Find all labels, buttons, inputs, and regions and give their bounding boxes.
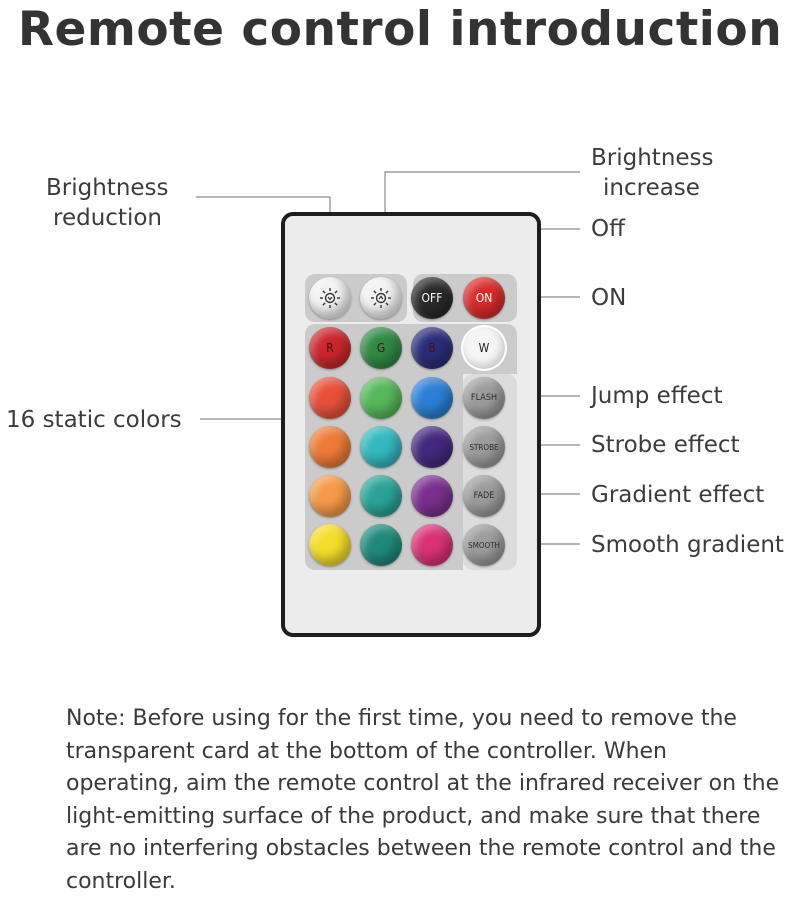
strobe-button[interactable] — [463, 426, 505, 468]
color-button-r3c3[interactable] — [411, 475, 453, 517]
label-smooth-gradient: Smooth gradient — [591, 532, 784, 558]
label-static-colors: 16 static colors — [6, 407, 182, 433]
sun-up-icon — [369, 286, 393, 310]
on-button[interactable] — [463, 277, 505, 319]
color-button-r-label: R — [326, 341, 334, 355]
brightness-down-button[interactable] — [309, 277, 351, 319]
color-button-r3c2[interactable] — [360, 475, 402, 517]
color-button-b[interactable] — [411, 327, 453, 369]
color-button-r3c1[interactable] — [309, 475, 351, 517]
color-button-r[interactable] — [309, 327, 351, 369]
label-brightness-increase-line1: Brightness — [591, 145, 714, 171]
color-button-g-label: G — [376, 341, 386, 355]
flash-button-label: FLASH — [470, 393, 498, 403]
label-brightness-reduction-line1: Brightness — [46, 175, 169, 201]
smooth-button-label: SMOOTH — [468, 540, 500, 550]
color-button-b-label: B — [428, 341, 436, 355]
remote-control — [281, 212, 541, 637]
label-on: ON — [591, 285, 627, 311]
color-button-r2c2[interactable] — [360, 426, 402, 468]
brightness-up-button[interactable] — [360, 277, 402, 319]
color-button-r4c1[interactable] — [309, 524, 351, 566]
flash-button[interactable] — [463, 377, 505, 419]
color-button-r4c3[interactable] — [411, 524, 453, 566]
label-strobe-effect: Strobe effect — [591, 432, 740, 458]
page-title: Remote control introduction — [17, 2, 783, 57]
sun-down-icon — [318, 286, 342, 310]
label-gradient-effect: Gradient effect — [591, 482, 765, 508]
fade-button-label: FADE — [473, 491, 495, 501]
strobe-button-label: STROBE — [469, 442, 499, 452]
note-text: Note: Before using for the first time, you need to remove the transparent card at the bottom of the controller. When operating, aim the remote control at the infrared receiver on the light-emitting surface of the product, and make sure that there are no interfering obstacles between the remote control and the controller. — [66, 706, 780, 894]
color-button-w-label: W — [478, 341, 490, 355]
color-button-r2c3[interactable] — [411, 426, 453, 468]
color-button-r1c1[interactable] — [309, 377, 351, 419]
on-button-label: ON — [475, 291, 493, 305]
color-button-r1c2[interactable] — [360, 377, 402, 419]
color-button-r4c2[interactable] — [360, 524, 402, 566]
color-button-r2c1[interactable] — [309, 426, 351, 468]
label-off: Off — [591, 216, 625, 242]
color-button-r1c3[interactable] — [411, 377, 453, 419]
label-brightness-reduction-line2: reduction — [53, 205, 162, 231]
off-button[interactable] — [411, 277, 453, 319]
color-button-w[interactable] — [463, 327, 505, 369]
fade-button[interactable] — [463, 475, 505, 517]
label-jump-effect: Jump effect — [591, 383, 723, 409]
label-brightness-increase-line2: increase — [603, 175, 700, 201]
color-button-g[interactable] — [360, 327, 402, 369]
off-button-label: OFF — [421, 291, 443, 305]
smooth-button[interactable] — [463, 524, 505, 566]
